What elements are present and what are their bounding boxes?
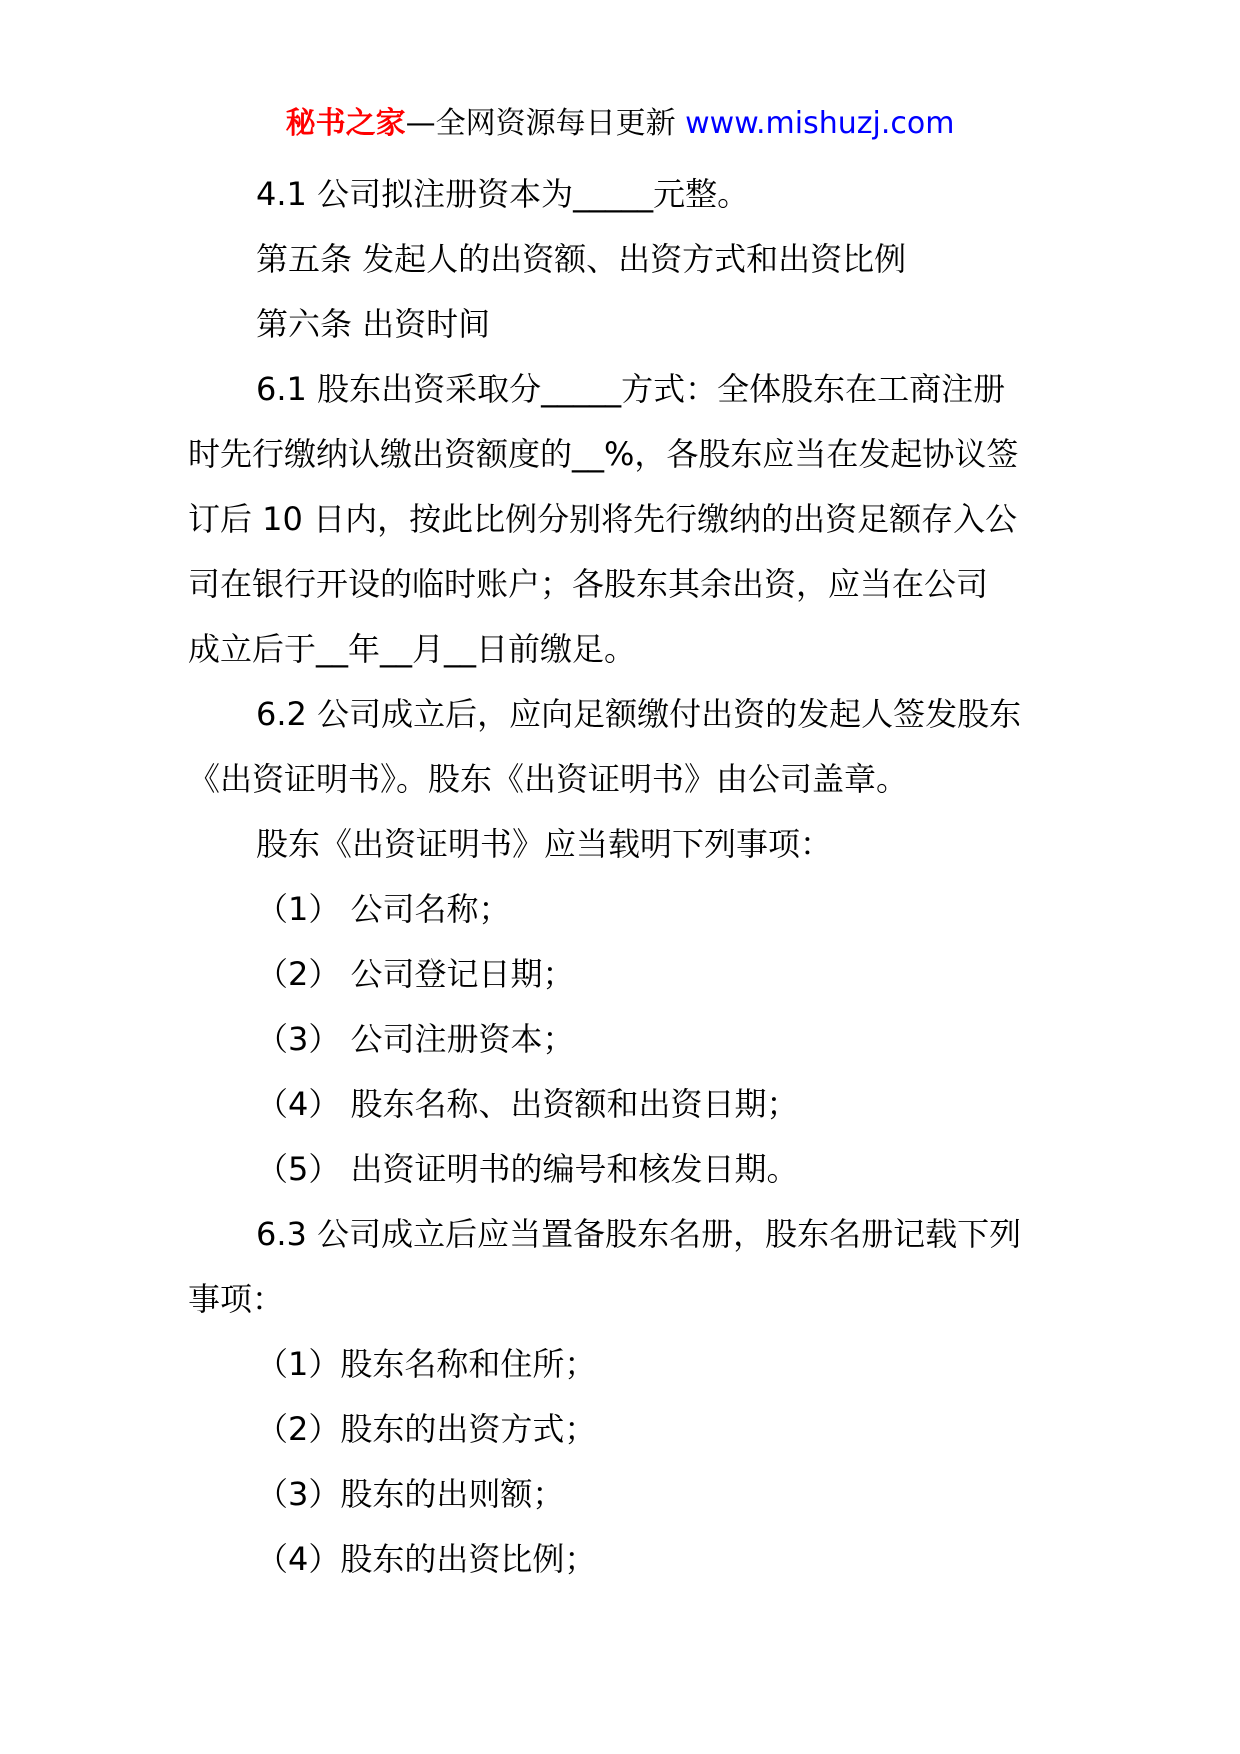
clause-6-2-line-1: 6.2 公司成立后，应向足额缴付出资的发起人签发股东 bbox=[256, 695, 1022, 733]
clause-4-1: 4.1 公司拟注册资本为_____元整。 bbox=[256, 175, 750, 213]
page-header bbox=[0, 102, 1240, 146]
header-slogan: —全网资源每日更新 bbox=[405, 106, 686, 141]
register-item-2: （2）股东的出资方式； bbox=[256, 1410, 597, 1448]
site-link[interactable]: www.mishuzj.com bbox=[685, 106, 955, 141]
clause-6-1-line-1: 6.1 股东出资采取分_____方式：全体股东在工商注册 bbox=[256, 370, 1006, 408]
certificate-item-5: （5） 出资证明书的编号和核发日期。 bbox=[256, 1150, 799, 1188]
clause-6-1-line-3: 订后 10 日内，按此比例分别将先行缴纳的出资足额存入公 bbox=[188, 500, 1018, 538]
clause-6-2-line-2: 《出资证明书》。股东《出资证明书》由公司盖章。 bbox=[188, 760, 909, 798]
register-item-1: （1）股东名称和住所； bbox=[256, 1345, 597, 1383]
register-item-4: （4）股东的出资比例； bbox=[256, 1540, 597, 1578]
certificate-item-3: （3） 公司注册资本； bbox=[256, 1020, 575, 1058]
certificate-item-4: （4） 股东名称、出资额和出资日期； bbox=[256, 1085, 799, 1123]
certificate-items-intro: 股东《出资证明书》应当载明下列事项： bbox=[256, 825, 833, 863]
certificate-item-2: （2） 公司登记日期； bbox=[256, 955, 575, 993]
article-6-heading: 第六条 出资时间 bbox=[256, 305, 491, 343]
clause-6-1-line-5: 成立后于__年__月__日前缴足。 bbox=[188, 630, 637, 668]
clause-6-3-line-1: 6.3 公司成立后应当置备股东名册，股东名册记载下列 bbox=[256, 1215, 1022, 1253]
register-item-3: （3）股东的出则额； bbox=[256, 1475, 565, 1513]
clause-6-3-line-2: 事项： bbox=[188, 1280, 285, 1318]
document-body bbox=[188, 162, 1058, 1592]
certificate-item-1: （1） 公司名称； bbox=[256, 890, 511, 928]
article-5-heading: 第五条 发起人的出资额、出资方式和出资比例 bbox=[256, 240, 907, 278]
clause-6-1-line-4: 司在银行开设的临时账户；各股东其余出资，应当在公司 bbox=[188, 565, 989, 603]
clause-6-1-line-2: 时先行缴纳认缴出资额度的__%，各股东应当在发起协议签 bbox=[188, 435, 1019, 473]
brand-name: 秘书之家 bbox=[285, 106, 406, 141]
